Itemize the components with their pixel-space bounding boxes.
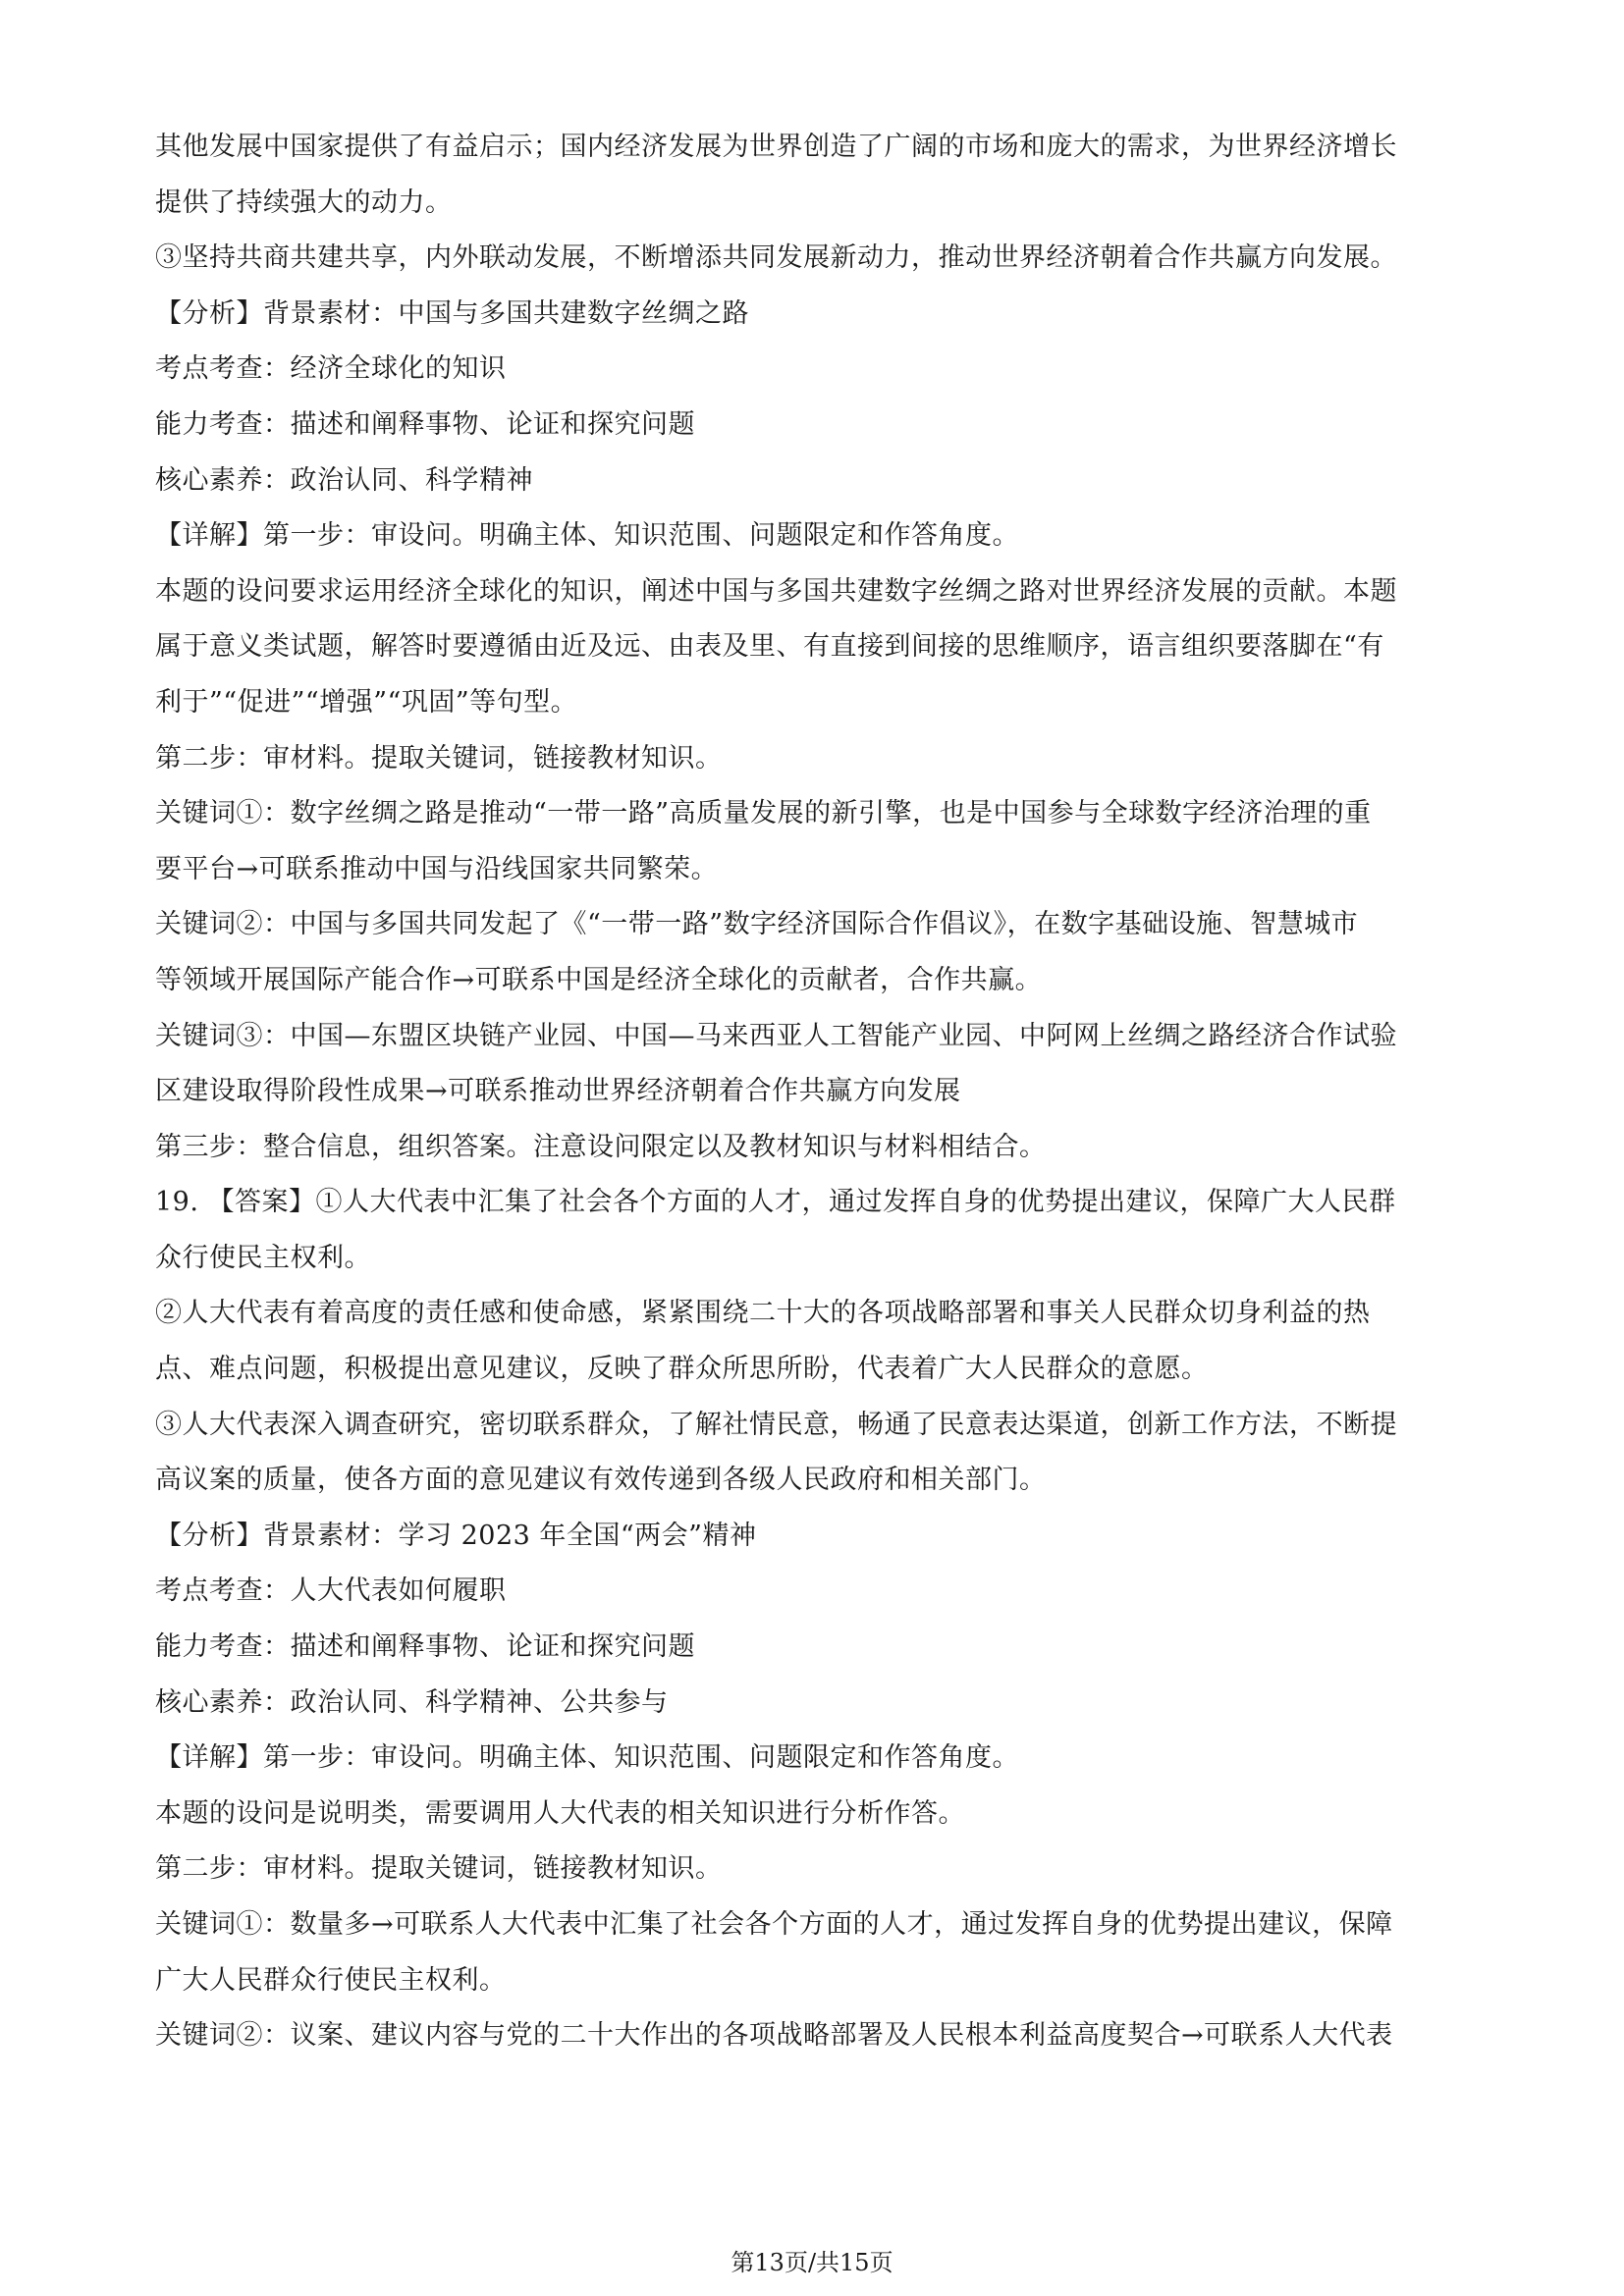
text-line: 关键词①：数量多→可联系人大代表中汇集了社会各个方面的人才，通过发挥自身的优势提出建议，保障: [155, 1909, 1393, 1940]
text-line: 能力考查：描述和阐释事物、论证和探究问题: [155, 408, 695, 440]
text-line: 其他发展中国家提供了有益启示；国内经济发展为世界创造了广阔的市场和庞大的需求，为世界经济增长: [155, 132, 1397, 162]
text-line: 提供了持续强大的动力。: [155, 187, 453, 218]
text-line: 关键词②：议案、建议内容与党的二十大作出的各项战略部署及人民根本利益高度契合→可联系人大代表: [155, 2020, 1393, 2052]
text-line: 第二步：审材料。提取关键词，链接教材知识。: [155, 742, 723, 774]
text-line: 区建设取得阶段性成果→可联系推动世界经济朝着合作共赢方向发展: [155, 1076, 961, 1107]
text-line: 关键词③：中国—东盟区块链产业园、中国—马来西亚人工智能产业园、中阿网上丝绸之路经济合作试验: [155, 1020, 1397, 1051]
text-line: 广大人民群众行使民主权利。: [155, 1964, 507, 1996]
text-line: ③坚持共商共建共享，内外联动发展，不断增添共同发展新动力，推动世界经济朝着合作共赢方向发展。: [155, 242, 1397, 274]
text-line: 第二步：审材料。提取关键词，链接教材知识。: [155, 1853, 723, 1885]
text-line: 高议案的质量，使各方面的意见建议有效传递到各级人民政府和相关部门。: [155, 1465, 1047, 1496]
text-line: 本题的设问是说明类，需要调用人大代表的相关知识进行分析作答。: [155, 1797, 965, 1829]
analysis-heading: 【分析】背景素材：学习 2023 年全国“两会”精神: [155, 1520, 757, 1551]
page-body: [155, 120, 1481, 2064]
detail-heading: 【详解】第一步：审设问。明确主体、知识范围、问题限定和作答角度。: [155, 1742, 1019, 1774]
text-line: 利于”“促进”“增强”“巩固”等句型。: [155, 686, 578, 718]
text-line: 众行使民主权利。: [155, 1242, 371, 1273]
text-line: 属于意义类试题，解答时要遵循由近及远、由表及里、有直接到间接的思维顺序，语言组织要落脚在“有: [155, 631, 1384, 663]
text-line: 关键词②：中国与多国共同发起了《“一带一路”数字经济国际合作倡议》，在数字基础设施、智慧城市: [155, 909, 1359, 940]
text-line: 考点考查：人大代表如何履职: [155, 1575, 507, 1607]
text-line: ③人大代表深入调查研究，密切联系群众，了解社情民意，畅通了民意表达渠道，创新工作方法，不断提: [155, 1409, 1397, 1440]
text-line: 点、难点问题，积极提出意见建议，反映了群众所思所盼，代表着广大人民群众的意愿。: [155, 1354, 1209, 1385]
text-line: 关键词①：数字丝绸之路是推动“一带一路”高质量发展的新引擎，也是中国参与全球数字经济治理的重: [155, 798, 1372, 829]
text-line: 能力考查：描述和阐释事物、论证和探究问题: [155, 1631, 695, 1663]
text-line: 考点考查：经济全球化的知识: [155, 353, 507, 385]
text-line: 第三步：整合信息，组织答案。注意设问限定以及教材知识与材料相结合。: [155, 1131, 1047, 1162]
detail-heading: 【详解】第一步：审设问。明确主体、知识范围、问题限定和作答角度。: [155, 520, 1019, 552]
text-line: 核心素养：政治认同、科学精神: [155, 464, 533, 496]
text-line: 本题的设问要求运用经济全球化的知识，阐述中国与多国共建数字丝绸之路对世界经济发展的贡献。本题: [155, 575, 1397, 607]
answer-heading: 19. 【答案】①人大代表中汇集了社会各个方面的人才，通过发挥自身的优势提出建议，保障广大人民群: [155, 1187, 1396, 1218]
text-line: ②人大代表有着高度的责任感和使命感，紧紧围绕二十大的各项战略部署和事关人民群众切身利益的热: [155, 1298, 1371, 1329]
text-line: 要平台→可联系推动中国与沿线国家共同繁荣。: [155, 853, 719, 884]
analysis-heading: 【分析】背景素材：中国与多国共建数字丝绸之路: [155, 297, 749, 329]
text-line: 等领域开展国际产能合作→可联系中国是经济全球化的贡献者，合作共赢。: [155, 964, 1043, 995]
text-line: 核心素养：政治认同、科学精神、公共参与: [155, 1686, 669, 1718]
page-number-footer: 第13页/共15页: [731, 2249, 893, 2276]
